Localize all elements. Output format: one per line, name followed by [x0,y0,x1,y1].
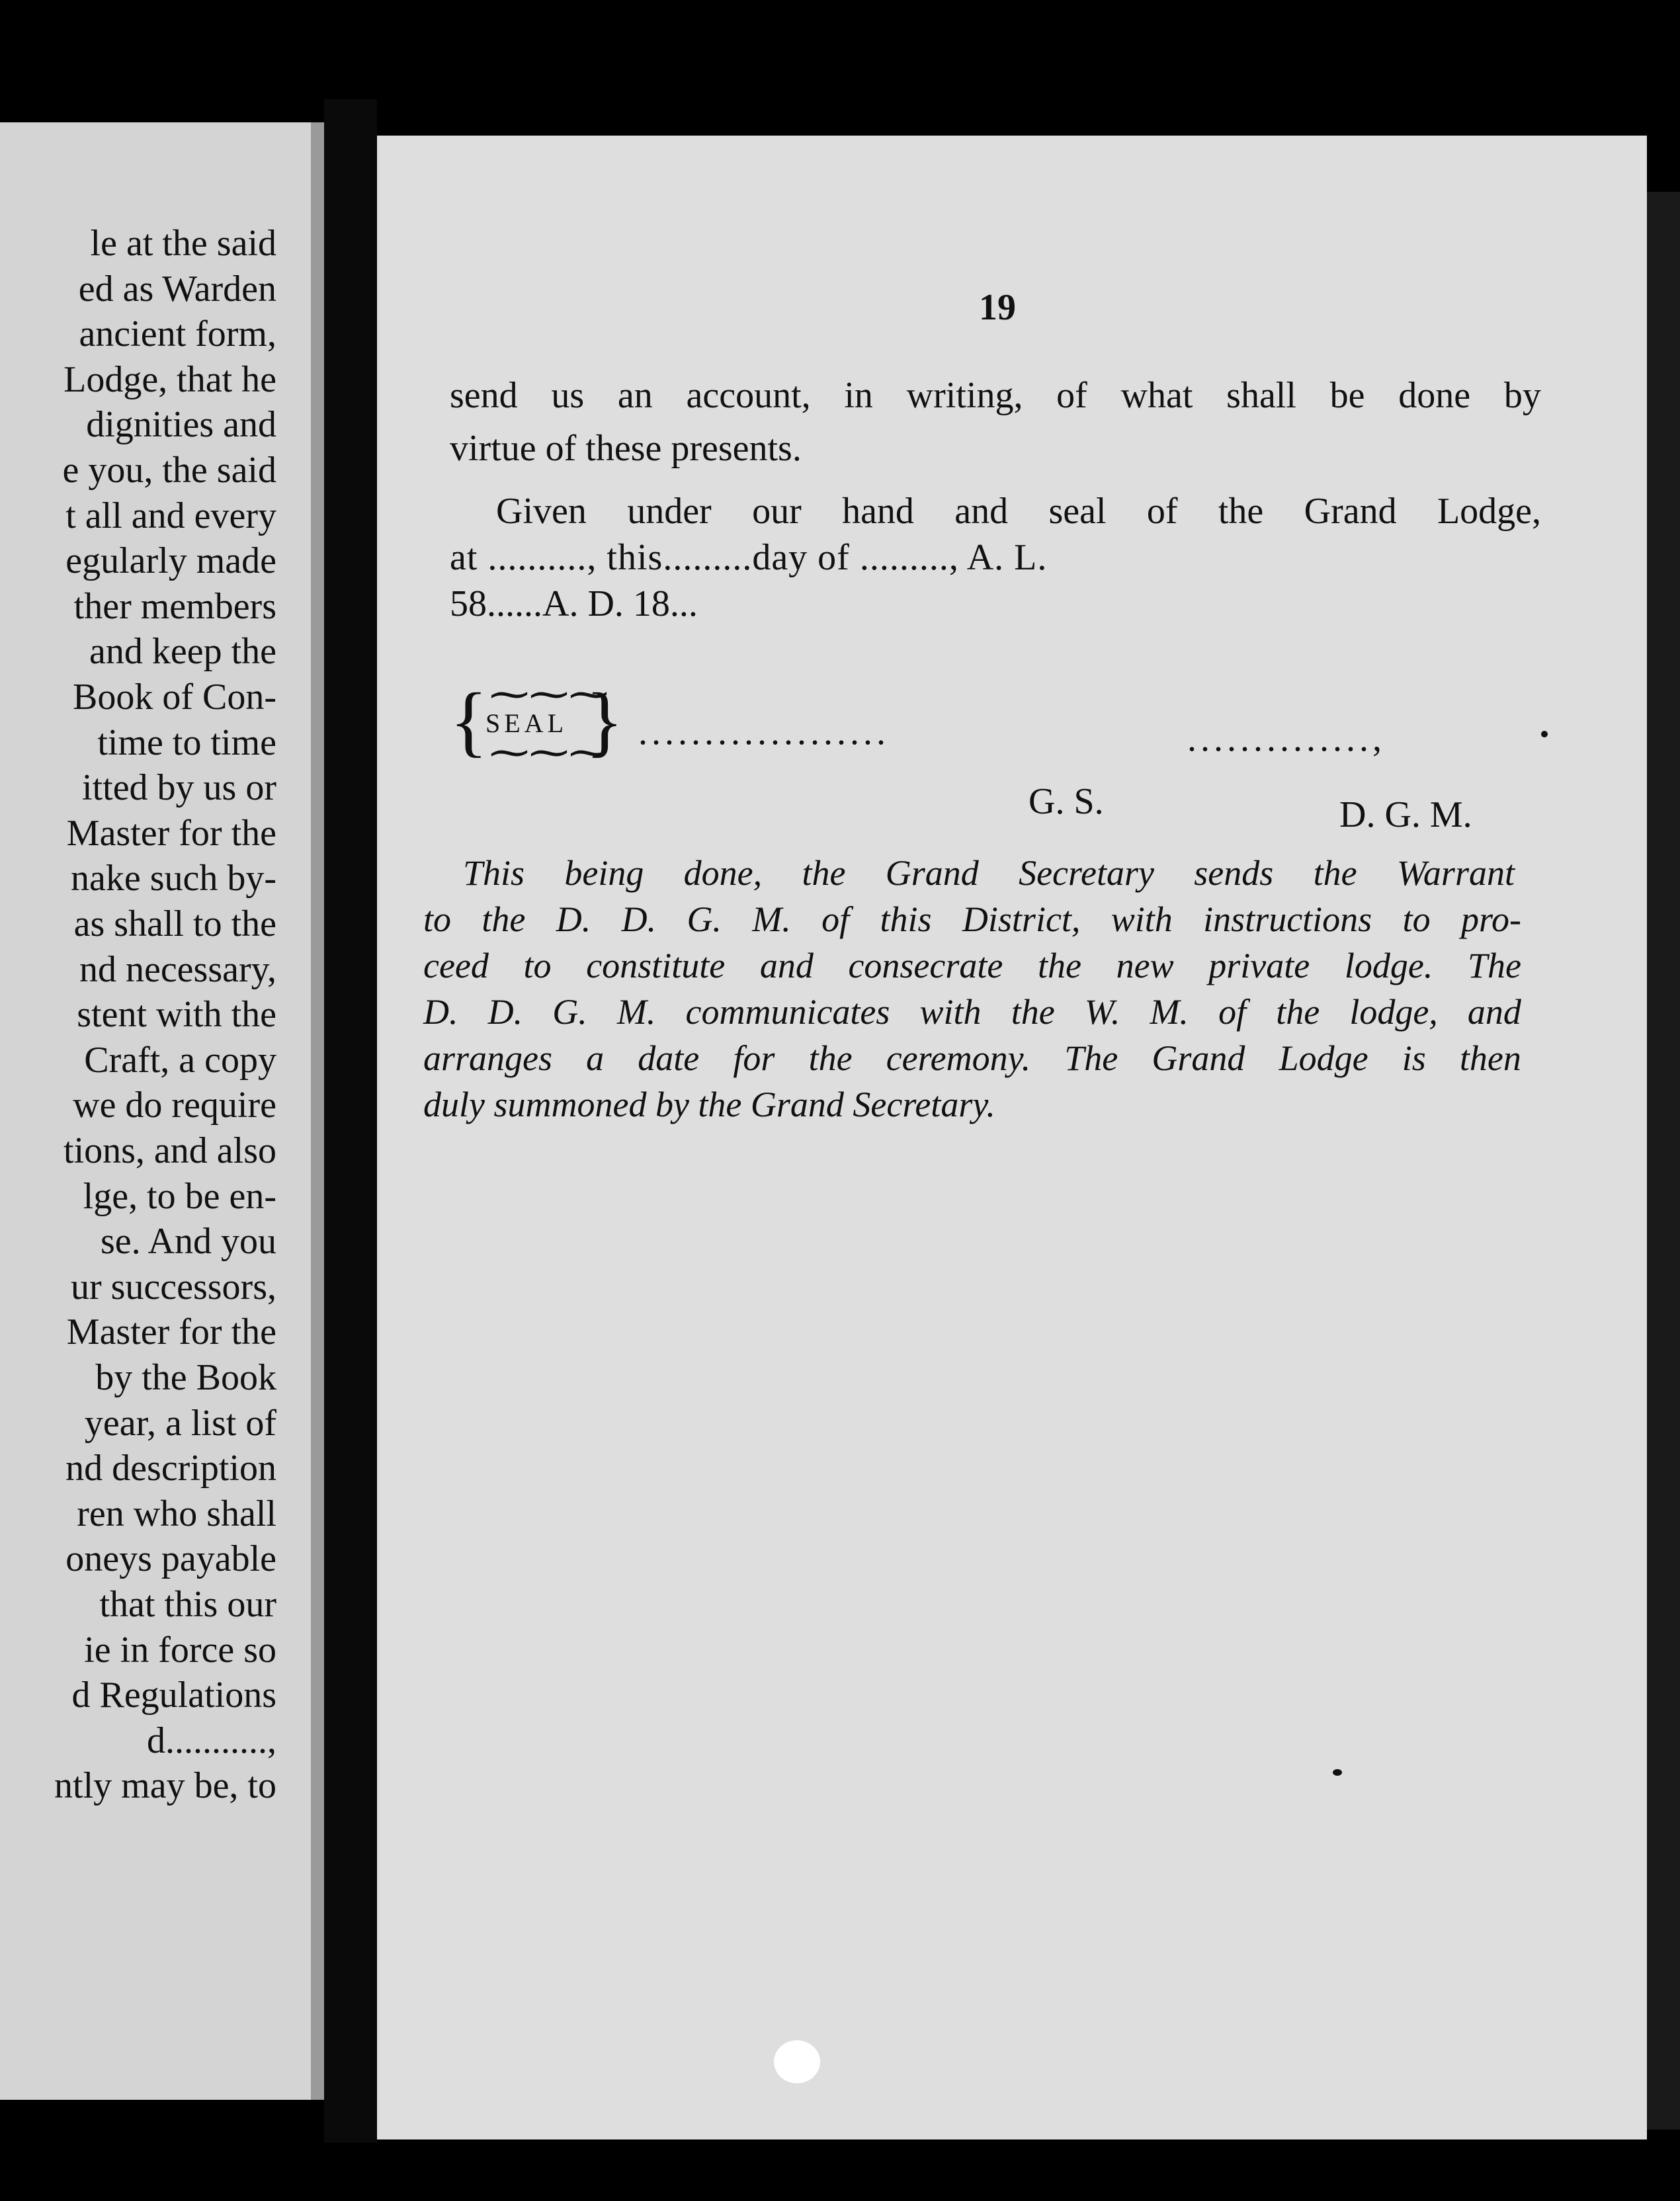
word: M. [1150,992,1189,1032]
word: D. [423,992,458,1032]
word: new [1116,946,1174,985]
scan-speck [1333,1769,1342,1776]
word: for [733,1038,775,1078]
word: M. [752,899,791,939]
word: the [1313,853,1357,893]
seal-left-brace: { [450,677,488,765]
word: date [638,1038,700,1078]
left-page-line: d..........., [147,1720,276,1761]
left-page-line: se. And you [101,1221,276,1263]
word: lodge, [1349,992,1438,1032]
word: shall [1226,375,1296,416]
word: Lodge, [1437,491,1541,532]
word: seal [1048,491,1107,532]
word: D. [487,992,523,1032]
word: District, [962,899,1081,939]
italic-line3 [423,948,1521,983]
left-page-line: d Regulations [71,1675,276,1716]
word: to [1402,899,1431,939]
left-page-line: Book of Con- [73,677,276,718]
left-page-line: nd description [65,1448,276,1489]
left-page-line: e you, the said [62,450,276,491]
grand-secretary-label: G. S. [1029,781,1104,822]
word: Grand [1304,491,1397,532]
deputy-grand-master-label: D. G. M. [1339,794,1472,835]
seal-mark [450,673,628,774]
left-page-line: nd necessary, [79,948,276,990]
left-page-line: as shall to the [73,903,276,944]
word: the [1011,992,1055,1032]
word: being [564,853,644,893]
word: Grand [1152,1038,1245,1078]
left-page-line: we do require [73,1085,276,1126]
italic-line2 [423,901,1521,937]
word: D. [621,899,657,939]
left-page-line: ed as Warden [78,268,276,310]
word: ceremony. [886,1038,1031,1078]
scan-speck [1541,731,1548,737]
word: D. [556,899,591,939]
book-gutter [324,99,377,2143]
left-page-line: stent with the [77,994,276,1036]
word: the [482,899,526,939]
paragraph2-line3: 58......A. D. 18... [450,583,698,624]
right-page [377,136,1647,2139]
left-page-line: ur successors, [70,1266,276,1308]
left-page-line: Lodge, that he [63,358,276,400]
word: us [551,375,585,416]
word: then [1459,1038,1521,1078]
left-page-line: year, a list of [84,1402,276,1444]
word: the [1276,992,1320,1032]
word: done, [683,853,763,893]
word: of [821,899,850,939]
word: the [1038,946,1081,985]
word: G. [552,992,587,1032]
word: account, [686,375,811,416]
left-page-line: itted by us or [82,767,276,809]
paragraph1-line1 [450,377,1541,414]
deputy-grand-master-signature-line: .............., [1187,718,1386,759]
left-page-line: dignities and [86,404,276,446]
italic-line1 [423,855,1515,891]
word: is [1402,1038,1426,1078]
word: M. [616,992,656,1032]
word: private [1208,946,1310,985]
italic-line4 [423,994,1521,1030]
word: and [759,946,814,985]
seal-top-flourish: ⁓⁓⁓ [489,673,609,716]
word: of [1056,375,1087,416]
seal-label: SEAL [485,708,567,738]
word: with [1111,899,1173,939]
word: send [450,375,518,416]
left-page-line: ancient form, [79,313,276,355]
word: Lodge [1279,1038,1368,1078]
word: This [463,853,525,893]
word: done [1398,375,1471,416]
word: G. [687,899,722,939]
left-page-line: tions, and also [63,1130,276,1171]
left-page-line: t all and every [65,495,276,536]
left-page-line: Craft, a copy [84,1039,276,1081]
left-page-line: oneys payable [65,1538,276,1580]
left-page-line: egularly made [65,540,276,582]
word: of [1218,992,1247,1032]
word: in [844,375,873,416]
word: the [1218,491,1264,532]
paragraph2-line2: at .........., this.........day of ........., A. L. [450,537,1048,578]
left-page-edge [311,122,324,2100]
left-page-line: by the Book [95,1357,276,1398]
italic-line6: duly summoned by the Grand Secretary. [423,1085,995,1124]
word: communicates [685,992,890,1032]
word: Given [496,491,587,532]
grand-secretary-signature-line: ................... [638,712,890,753]
word: W. [1084,992,1120,1032]
paragraph2-line1 [450,493,1541,530]
word: to [423,899,452,939]
word: The [1064,1038,1118,1078]
word: consecrate [848,946,1003,985]
word: this [880,899,932,939]
word: and [1467,992,1521,1032]
word: ceed [423,946,489,985]
left-page-line: ther members [73,585,276,627]
word: the [808,1038,853,1078]
word: and [954,491,1009,532]
word: our [752,491,802,532]
left-page-line: ntly may be, to [54,1765,276,1807]
word: what [1120,375,1193,416]
left-page-line: Master for the [66,1311,276,1353]
word: of [1146,491,1178,532]
word: Grand [885,853,979,893]
word: under [627,491,712,532]
left-page-line: time to time [97,722,276,763]
word: lodge. [1344,946,1433,985]
word: a [586,1038,605,1078]
right-page-edge [1647,192,1680,2130]
word: writing, [906,375,1023,416]
left-page-line: lge, to be en- [83,1175,276,1217]
word: pro- [1460,899,1521,939]
seal-bottom-flourish: ⁓⁓⁓ [489,731,609,774]
italic-line5 [423,1040,1521,1076]
word: an [617,375,653,416]
word: to [523,946,552,985]
left-page-line: ie in force so [84,1629,276,1671]
word: with [919,992,982,1032]
left-page-line: nake such by- [70,858,276,899]
left-page-line: ren who shall [77,1493,276,1534]
word: arranges [423,1038,553,1078]
word: hand [842,491,914,532]
word: by [1503,375,1541,416]
word: instructions [1203,899,1372,939]
scan-speck [774,2040,820,2083]
word: sends [1194,853,1274,893]
seal-right-brace: } [585,677,624,765]
left-page-line: that this our [99,1584,276,1625]
word: Warrant [1396,853,1515,893]
left-page-line: Master for the [66,812,276,854]
word: the [802,853,846,893]
word: constitute [586,946,726,985]
word: The [1468,946,1521,985]
left-page-line: le at the said [90,223,276,264]
word: be [1329,375,1365,416]
left-page-line: and keep the [89,631,276,673]
left-page [0,122,311,2100]
page-number: 19 [979,287,1016,328]
paragraph1-line2: virtue of these presents. [450,428,802,469]
word: Secretary [1019,853,1154,893]
